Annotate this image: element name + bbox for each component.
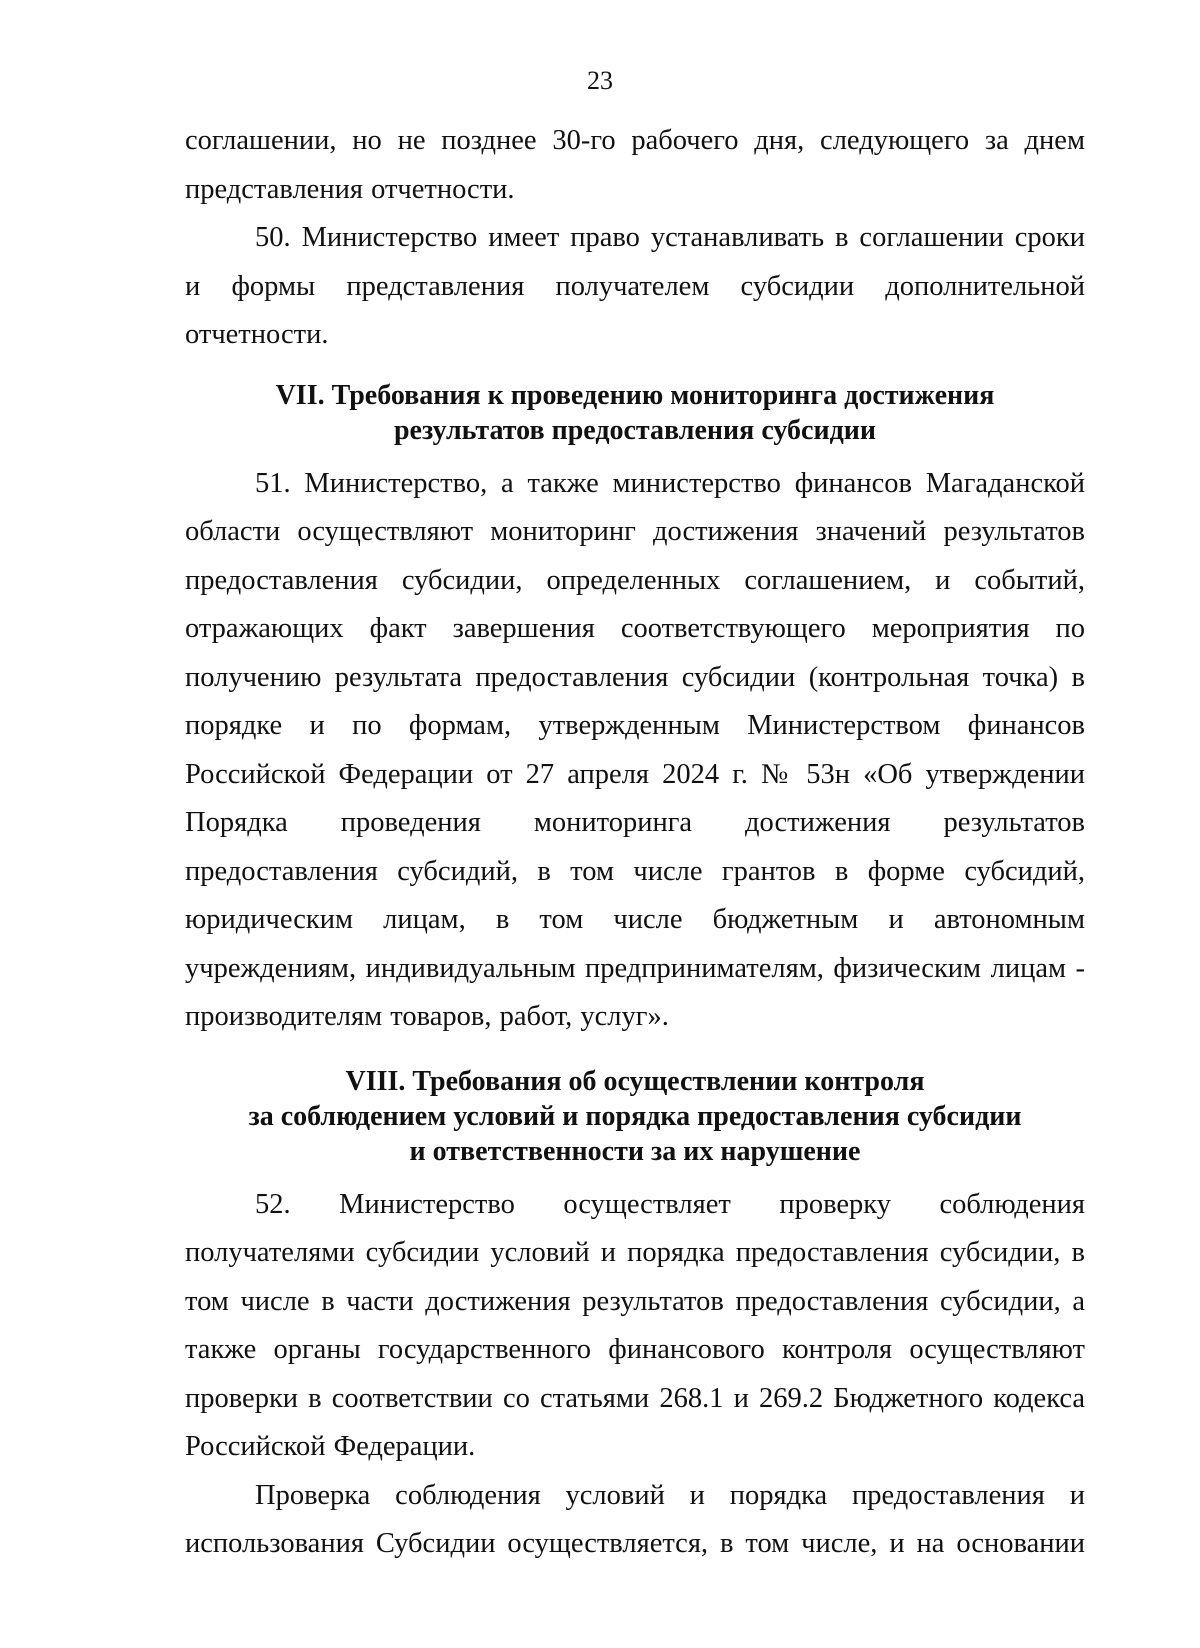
section-viii-heading	[185, 1064, 1085, 1169]
page-number: 23	[587, 66, 613, 95]
section-viii-heading-line2: за соблюдением условий и порядка предоставления субсидии	[248, 1100, 1022, 1132]
section-vii-heading	[185, 378, 1085, 448]
section-vii-heading-line2: результатов предоставления субсидии	[393, 414, 877, 446]
section-viii-heading-line1: VIII. Требования об осуществлении контроля	[345, 1065, 925, 1097]
paragraph-51: 51. Министерство, а также министерство финансов Магаданской области осуществляют мониторинг достижения значений результатов предоставления субсидии, определенных соглашением, и событий, отражающих факт завершения соответствующего мероприятия по получению результата предоставления субсидии (контрольная точка) в порядке и по формам, утвержденным Министерством финансов Российской Федерации от 27 апреля 2024 г. № 53н «Об утверждении Порядка проведения мониторинга достижения результатов предоставления субсидий, в том числе грантов в форме субсидий, юридическим лицам, в том числе бюджетным и автономным учреждениям, индивидуальным предпринимателям, физическим лицам - производителям товаров, работ, услуг».	[185, 467, 1085, 1032]
document-body	[185, 117, 1085, 1569]
paragraph-verification: Проверка соблюдения условий и порядка предоставления и использования Субсидии осуществляется, в том числе, и на основании	[185, 1479, 1085, 1559]
paragraph-50: 50. Министерство имеет право устанавливать в соглашении сроки и формы представления получателем субсидии дополнительной отчетности.	[185, 222, 1085, 350]
paragraph-52: 52. Министерство осуществляет проверку соблюдения получателями субсидии условий и порядка предоставления субсидии, в том числе в части достижения результатов предоставления субсидии, а также органы государственного финансового контроля осуществляют проверки в соответствии со статьями 268.1 и 269.2 Бюджетного кодекса Российской Федерации.	[185, 1188, 1085, 1462]
section-vii-heading-line1: VII. Требования к проведению мониторинга достижения	[275, 379, 995, 411]
paragraph-continuation: соглашении, но не позднее 30-го рабочего дня, следующего за днем представления отчетности.	[185, 125, 1085, 205]
section-viii-heading-line3: и ответственности за их нарушение	[409, 1135, 861, 1167]
